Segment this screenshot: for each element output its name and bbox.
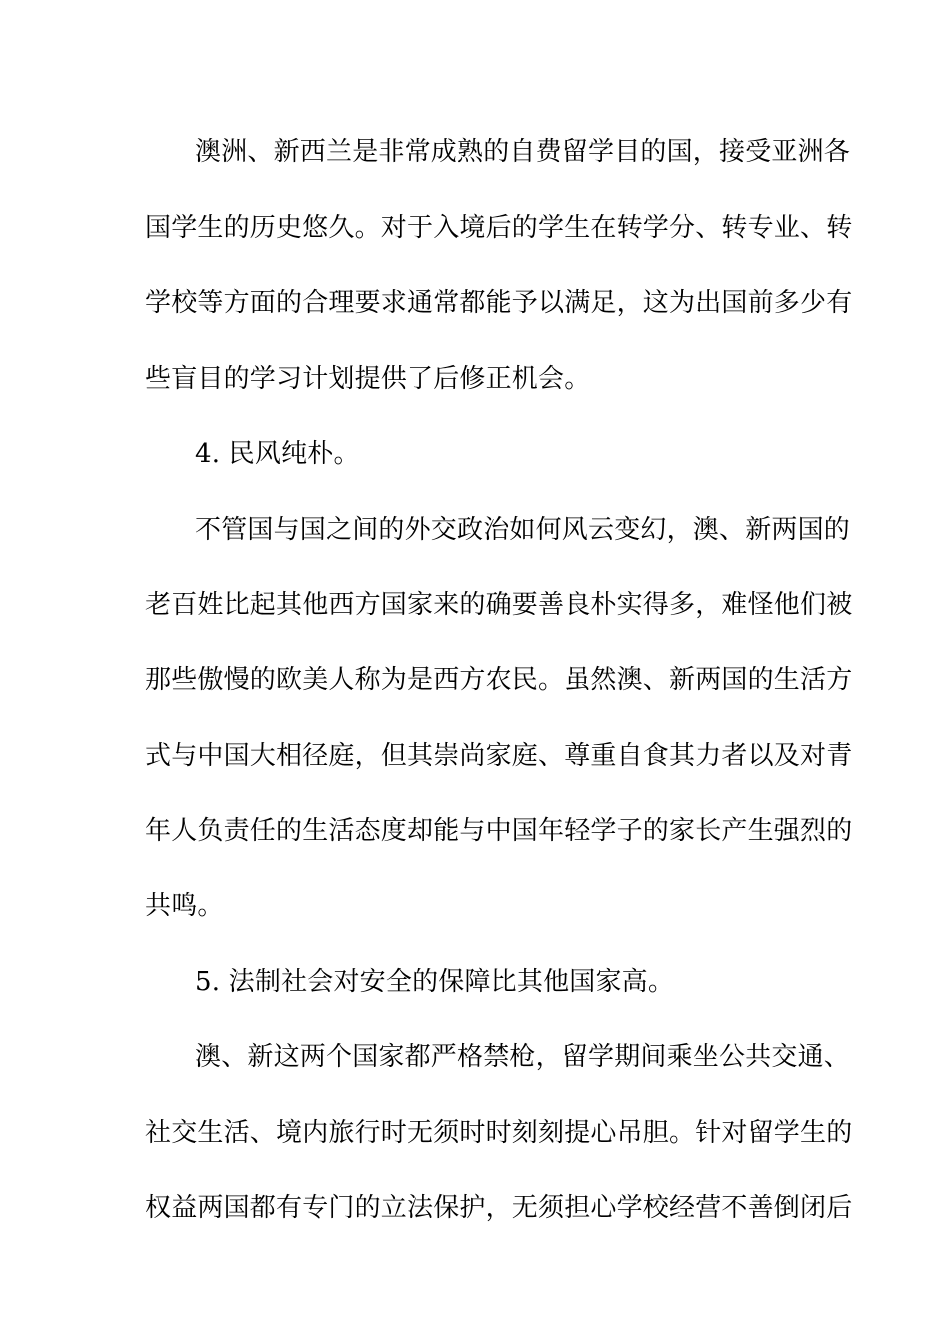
paragraph-2-line-6: 共鸣。: [145, 891, 224, 921]
paragraph-2-line-2: 老百姓比起其他西方国家来的确要善良朴实得多，难怪他们被: [145, 590, 853, 620]
paragraph-1-line-3: 学校等方面的合理要求通常都能予以满足，这为出国前多少有: [145, 288, 853, 318]
heading-4: 4. 民风纯朴。: [195, 439, 360, 469]
paragraph-2-line-1: 不管国与国之间的外交政治如何风云变幻，澳、新两国的: [195, 515, 851, 545]
paragraph-3-line-1: 澳、新这两个国家都严格禁枪，留学期间乘坐公共交通、: [195, 1042, 851, 1072]
paragraph-2-line-5: 年人负责任的生活态度却能与中国年轻学子的家长产生强烈的: [145, 816, 853, 846]
paragraph-1-line-4: 些盲目的学习计划提供了后修正机会。: [145, 364, 591, 394]
paragraph-2-line-3: 那些傲慢的欧美人称为是西方农民。虽然澳、新两国的生活方: [145, 665, 853, 695]
paragraph-1-line-1: 澳洲、新西兰是非常成熟的自费留学目的国，接受亚洲各: [195, 137, 851, 167]
paragraph-3-line-2: 社交生活、境内旅行时无须时时刻刻提心吊胆。针对留学生的: [145, 1118, 853, 1148]
heading-5: 5. 法制社会对安全的保障比其他国家高。: [195, 967, 675, 997]
paragraph-2-line-4: 式与中国大相径庭，但其崇尚家庭、尊重自食其力者以及对青: [145, 741, 853, 771]
paragraph-3-line-3: 权益两国都有专门的立法保护，无须担心学校经营不善倒闭后: [145, 1193, 853, 1223]
paragraph-1-line-2: 国学生的历史悠久。对于入境后的学生在转学分、转专业、转: [145, 213, 853, 243]
